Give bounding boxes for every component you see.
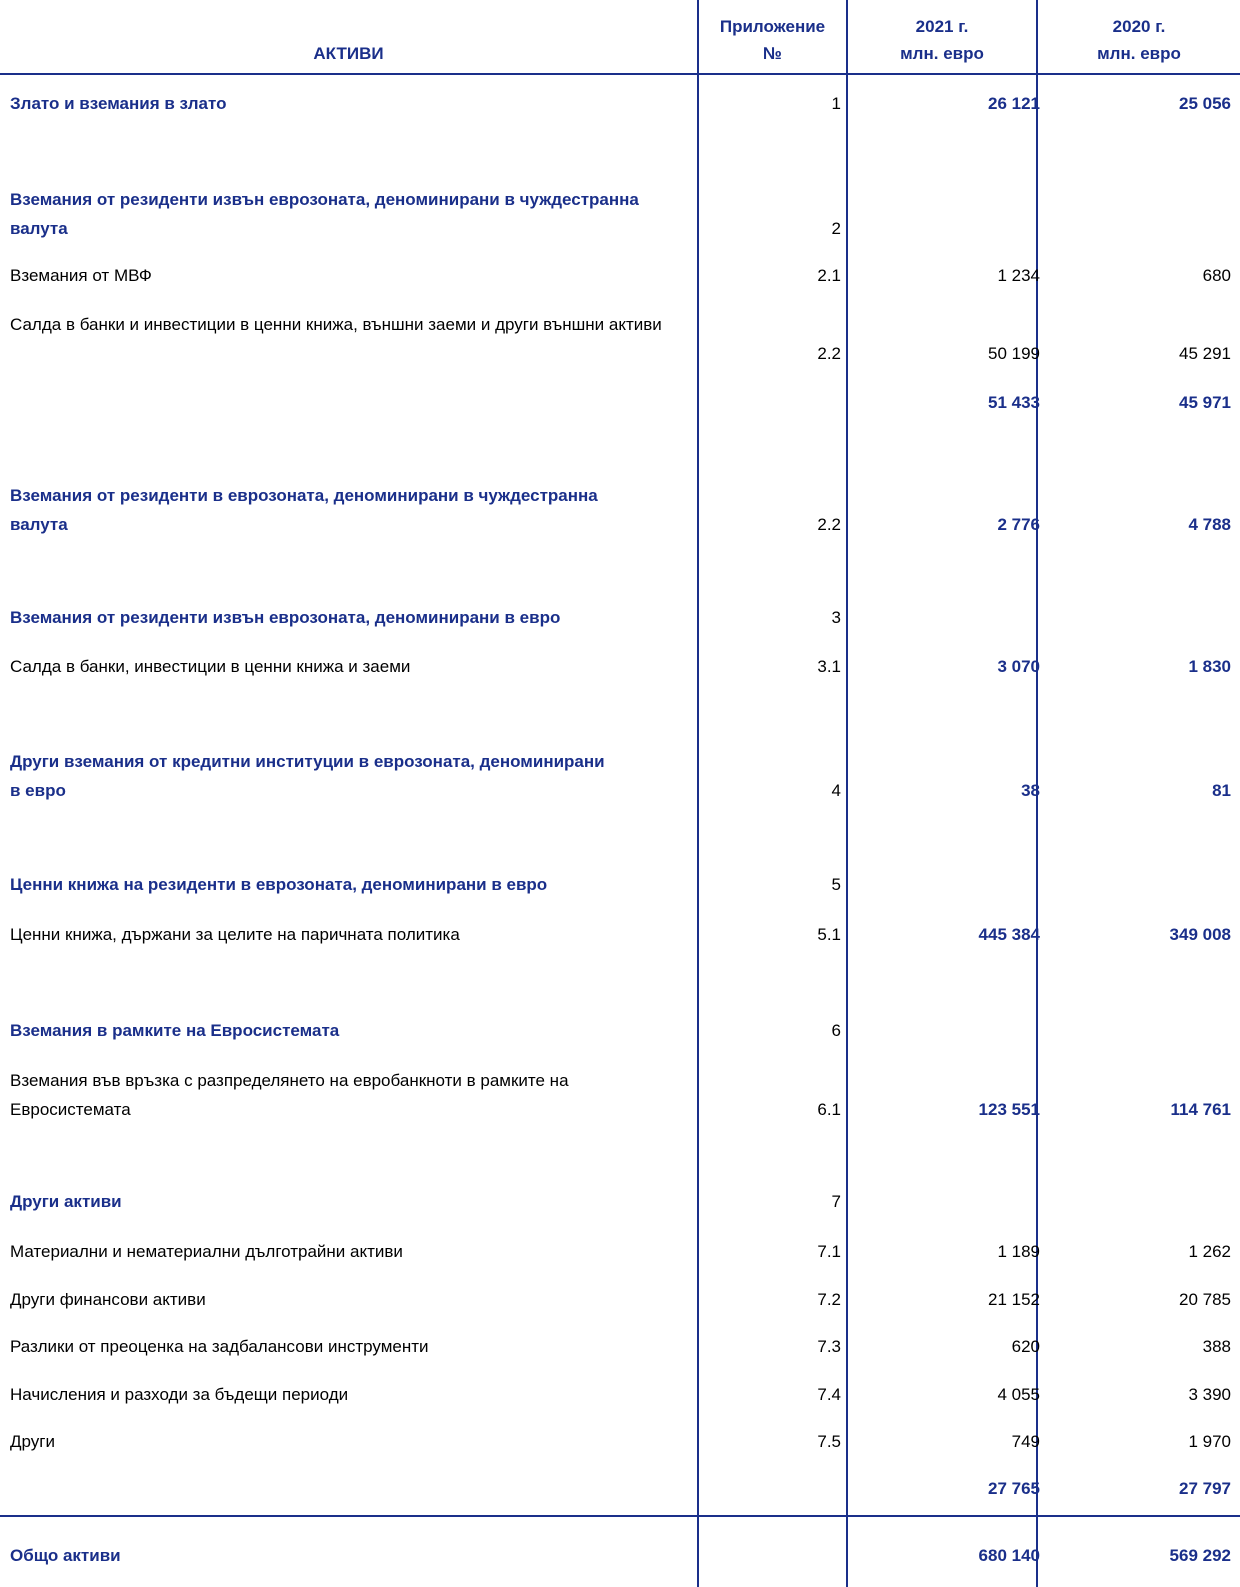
row-value-2021: 1 189 [997,1242,1040,1261]
row-value-2021: 749 [1011,1432,1040,1451]
row-note: 1 [831,94,841,113]
row-note: 7 [831,1192,841,1211]
row-description: Други вземания от кредитни институции в еврозоната, деноминирани в евро [10,752,605,800]
row-value-2021: 4 055 [997,1385,1040,1404]
divider-vertical-2 [846,0,848,1587]
row-description: Начисления и разходи за бъдещи периоди [10,1385,349,1404]
row-value-2021: 445 384 [978,925,1040,944]
row-value-2021: 27 765 [988,1479,1040,1498]
row-description: Салда в банки и инвестиции в ценни книжа, външни заеми и други външни активи [10,315,662,334]
row-value-2021: 21 152 [988,1290,1040,1309]
row-note: 5.1 [817,925,841,944]
row-value-2021: 1 234 [997,266,1040,285]
row-value-2020: 20 785 [1179,1290,1231,1309]
row-note: 2.2 [817,344,841,363]
row-value-2021: 123 551 [978,1100,1040,1119]
row-value-2020: 388 [1202,1337,1231,1356]
row-description: Вземания от резиденти извън еврозоната, деноминирани в евро [10,608,561,627]
row-value-2020: 4 788 [1188,515,1231,534]
row-value-2021: 3 070 [997,657,1040,676]
row-value-2021: 26 121 [988,94,1040,113]
row-description: Други [10,1432,55,1451]
row-value-2020: 45 291 [1179,344,1231,363]
row-value-2020: 1 262 [1188,1242,1231,1261]
row-note: 6.1 [817,1100,841,1119]
row-note: 7.4 [817,1385,841,1404]
row-description: Вземания в рамките на Евросистемата [10,1021,340,1040]
row-description: Разлики от преоценка на задбалансови инструменти [10,1337,429,1356]
row-value-2020: 1 970 [1188,1432,1231,1451]
header-2021-line2: млн. евро [900,44,984,63]
row-value-2020: 114 761 [1170,1100,1231,1119]
row-description: Вземания от резиденти извън еврозоната, деноминирани в чуждестранна валута [10,190,639,238]
row-description: Други активи [10,1192,122,1211]
header-2020-line1: 2020 г. [1112,17,1166,36]
row-value-2020: 45 971 [1179,393,1231,412]
row-note: 7.3 [817,1337,841,1356]
row-value-2020: 27 797 [1179,1479,1231,1498]
row-value-2020: 680 [1202,266,1231,285]
row-value-2020: 3 390 [1188,1385,1231,1404]
row-note: 2.2 [817,515,841,534]
header-note-line2: № [763,44,782,63]
row-value-2020: 349 008 [1169,925,1231,944]
row-value-2020: 25 056 [1179,94,1231,113]
row-value-2021: 2 776 [997,515,1040,534]
row-description: Общо активи [10,1546,121,1565]
row-description: Ценни книжа на резиденти в еврозоната, деноминирани в евро [10,875,548,894]
header-2020-line2: млн. евро [1097,44,1181,63]
row-note: 7.1 [817,1242,841,1261]
row-description: Злато и вземания в злато [10,94,227,113]
row-description: Ценни книжа, държани за целите на паричната политика [10,925,460,944]
row-value-2020: 1 830 [1188,657,1231,676]
row-description: Вземания от МВФ [10,266,152,285]
row-value-2021: 50 199 [988,344,1040,363]
row-value-2021: 38 [1021,781,1040,800]
divider-vertical-1 [697,0,699,1587]
row-value-2021: 51 433 [988,393,1040,412]
row-description: Вземания във връзка с разпределянето на евробанкноти в рамките на Евросистемата [10,1071,569,1119]
row-note: 2.1 [817,266,841,285]
row-note: 3 [831,608,841,627]
row-note: 7.5 [817,1432,841,1451]
header-2021-line1: 2021 г. [915,17,969,36]
row-note: 6 [831,1021,841,1040]
row-description: Други финансови активи [10,1290,206,1309]
row-note: 3.1 [817,657,841,676]
header-divider [0,73,1240,75]
row-value-2021: 680 140 [978,1546,1040,1565]
row-value-2020: 81 [1212,781,1231,800]
row-note: 5 [831,875,841,894]
row-note: 7.2 [817,1290,841,1309]
row-description: Салда в банки, инвестиции в ценни книжа и заеми [10,657,411,676]
header-assets: АКТИВИ [313,44,384,63]
header-note-line1: Приложение [719,17,826,36]
total-divider [0,1515,1240,1517]
row-value-2021: 620 [1011,1337,1040,1356]
row-note: 2 [831,219,841,238]
row-description: Материални и нематериални дълготрайни активи [10,1242,403,1261]
row-value-2020: 569 292 [1169,1546,1231,1565]
row-note: 4 [831,781,841,800]
row-description: Вземания от резиденти в еврозоната, деноминирани в чуждестранна валута [10,486,598,534]
